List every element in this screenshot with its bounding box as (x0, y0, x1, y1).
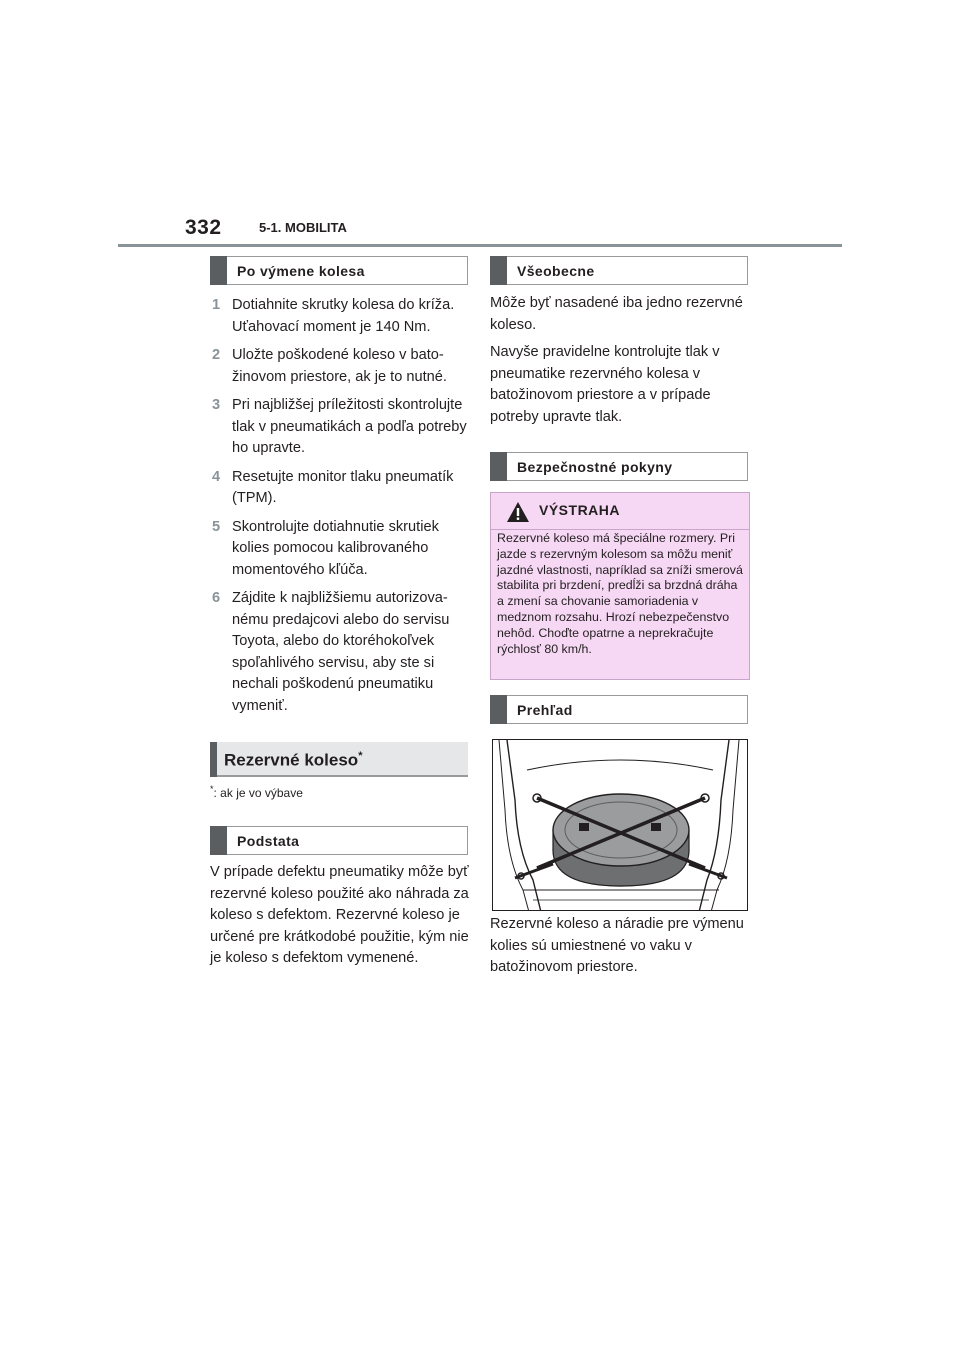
step-text: Pri najbližšej príležitosti skontrolujte tlak v pneumatikách a podľa potreby ho upravte. (232, 397, 467, 456)
section-title: Podstata (237, 833, 300, 849)
major-section-title (224, 750, 362, 771)
section-po-vymene-kolesa (210, 256, 468, 285)
asterisk-mark: * (358, 750, 363, 762)
section-title: Všeobecne (517, 263, 595, 279)
section-vseobecne (490, 256, 748, 285)
vseobecne-paragraph-2: Navyše pravidelne kontrolujte tlak v pneumatike rezervného kolesa v batožinovom priestore a v prípade potreby upravte tlak. (490, 344, 720, 425)
header-rule (118, 244, 842, 247)
footnote-mark: * (210, 784, 214, 794)
step-number: 1 (212, 297, 221, 313)
section-marker (490, 256, 507, 285)
step-number: 5 (212, 518, 221, 535)
section-marker (210, 256, 227, 285)
spare-wheel-in-trunk-image (493, 740, 748, 911)
step-text: Zájdite k najbližšiemu autorizovanému predajcovi alebo do servisu Toyota, alebo do ktoréhokoľvek spoľahlivého servisu, aby ste si nechali poškodenú pneumatiku vymeniť. (232, 590, 450, 714)
section-prehlad (490, 695, 748, 724)
section-marker (490, 452, 507, 481)
section-marker (210, 742, 217, 777)
vseobecne-paragraph-1: Môže byť nasadené iba jedno rezervné koleso. (490, 295, 743, 333)
list-item (210, 588, 472, 717)
list-item (210, 395, 472, 460)
section-marker (490, 695, 507, 724)
list-item (210, 295, 472, 338)
podstata-paragraph: V prípade defektu pneumatiky môže byť rezervné koleso použité ako náhrada za koleso s defektom. Rezervné koleso je určené pre krátkodobé použitie, kým nie je koleso s defektom vymenené. (210, 864, 469, 966)
section-marker (210, 826, 227, 855)
warning-header (491, 493, 749, 529)
section-title: Bezpečnostné pokyny (517, 459, 673, 475)
figure-caption: Rezervné koleso a náradie pre výmenu kolies sú umiestnené vo vaku v batožinovom priestore. (490, 916, 744, 975)
warning-box (490, 492, 750, 680)
warning-divider (491, 529, 749, 530)
step-text: Uložte poškodené koleso v batožinovom priestore, ak je to nutné. (232, 347, 447, 385)
footnote (210, 784, 303, 800)
step-number: 2 (212, 347, 221, 363)
warning-title: VÝSTRAHA (539, 502, 621, 518)
section-bezpecnostne-pokyny (490, 452, 748, 481)
spare-wheel-illustration (492, 739, 748, 911)
step-number: 4 (212, 468, 221, 485)
step-text: Skontrolujte dotiahnutie skrutiek kolies pomocou kalibrovaného momentového kľúča. (232, 518, 439, 578)
list-item (210, 467, 472, 510)
footnote-text: : ak je vo výbave (213, 786, 303, 800)
section-title: Po výmene kolesa (237, 263, 365, 279)
step-text: Resetujte monitor tlaku pneumatík (TPM). (232, 468, 454, 506)
step-text: Dotiahnite skrutky kolesa do kríža. Uťahovací moment je 140 Nm. (232, 297, 455, 335)
list-item (210, 345, 472, 388)
warning-text: Rezervné koleso má špeciálne rozmery. Pri jazde s rezervným kolesom sa môžu meniť jazdné vlastnosti, napríklad sa zníži smerová stabilita pri brzdení, predĺži sa brzdná dráha a zmení sa chovanie samoriadenia v medznom rozsahu. Hrozí nebezpečenstvo nehôd. Choďte opatrne a neprekračujte rýchlosť 80 km/h. (497, 531, 743, 656)
section-podstata (210, 826, 468, 855)
warning-triangle-icon (506, 501, 530, 523)
step-number: 6 (212, 590, 221, 606)
list-item (210, 517, 472, 582)
step-number: 3 (212, 397, 221, 413)
chapter-title: 5-1. MOBILITA (259, 220, 347, 235)
section-rezervne-koleso (210, 742, 468, 777)
section-title: Prehľad (517, 702, 573, 718)
page-number: 332 (185, 216, 222, 239)
major-title-text: Rezervné koleso (224, 750, 359, 770)
steps-list (210, 295, 472, 724)
